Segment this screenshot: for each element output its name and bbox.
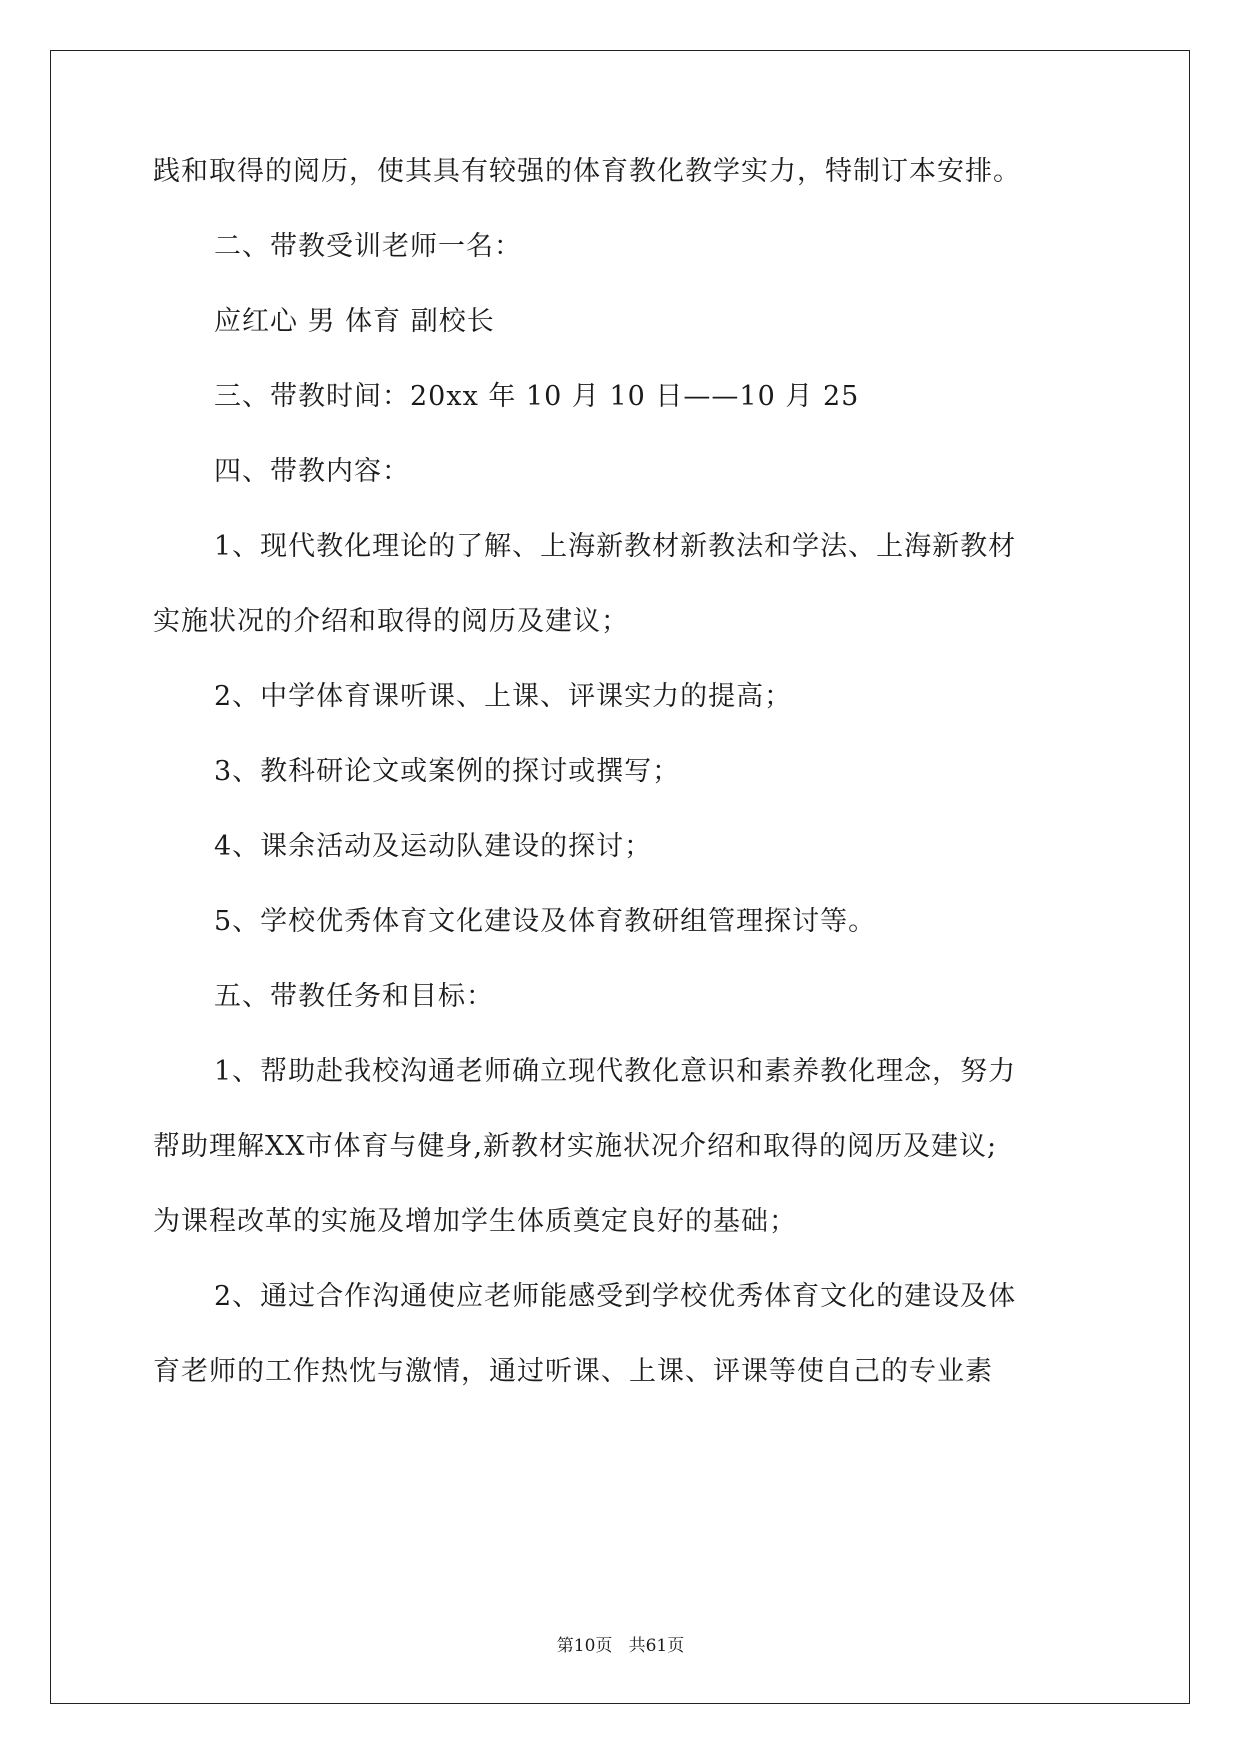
section-heading: 四、带教内容：	[214, 456, 410, 487]
page-footer	[0, 1634, 1241, 1658]
paragraph-line: 为课程改革的实施及增加学生体质奠定良好的基础；	[153, 1206, 797, 1237]
list-item: 3、教科研论文或案例的探讨或撰写；	[214, 756, 681, 787]
paragraph-line: 践和取得的阅历，使其具有较强的体育教化教学实力，特制订本安排。	[153, 156, 1021, 187]
list-item: 2、通过合作沟通使应老师能感受到学校优秀体育文化的建设及体	[214, 1281, 1017, 1312]
page-border	[50, 50, 1190, 1704]
list-item: 1、现代教化理论的了解、上海新教材新教法和学法、上海新教材	[214, 531, 1017, 562]
page-number: 第10页	[556, 1636, 613, 1656]
section-heading: 五、带教任务和目标：	[214, 981, 494, 1012]
section-heading: 三、带教时间：20xx 年 10 月 10 日——10 月 25	[214, 381, 860, 412]
paragraph-line: 育老师的工作热忱与激情，通过听课、上课、评课等使自己的专业素	[153, 1356, 993, 1387]
section-heading: 二、带教受训老师一名：	[214, 231, 522, 262]
list-item: 2、中学体育课听课、上课、评课实力的提高；	[214, 681, 793, 712]
list-item: 1、帮助赴我校沟通老师确立现代教化意识和素养教化理念，努力	[214, 1056, 1017, 1087]
paragraph-line: 应红心 男 体育 副校长	[214, 306, 495, 337]
paragraph-line: 实施状况的介绍和取得的阅历及建议；	[153, 606, 629, 637]
paragraph-line: 帮助理解XX市体育与健身,新教材实施状况介绍和取得的阅历及建议;	[153, 1131, 998, 1162]
list-item: 5、学校优秀体育文化建设及体育教研组管理探讨等。	[214, 906, 877, 937]
page-total: 共61页	[628, 1636, 685, 1656]
list-item: 4、课余活动及运动队建设的探讨；	[214, 831, 653, 862]
